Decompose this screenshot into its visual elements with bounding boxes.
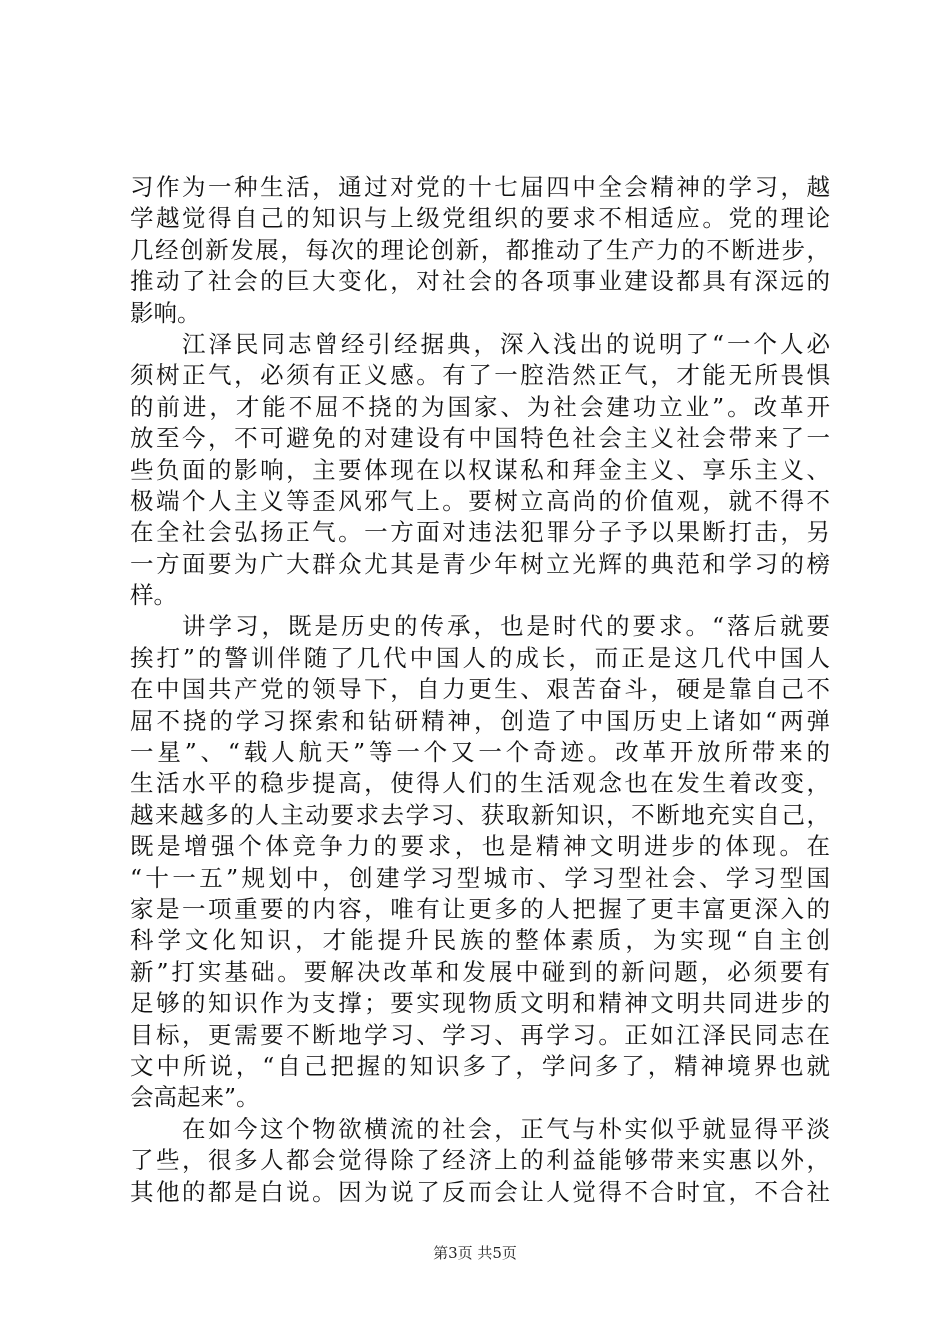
text-line: “十一五”规划中，创建学习型城市、学习型社会、学习型国 [130, 863, 830, 892]
text-line: 科学文化知识，才能提升民族的整体素质，为实现“自主创 [130, 926, 830, 955]
text-line: 挨打”的警训伴随了几代中国人的成长，而正是这几代中国人 [130, 643, 830, 672]
text-line: 屈不挠的学习探索和钻研精神，创造了中国历史上诸如“两弹 [130, 706, 830, 735]
text-line: 在如今这个物欲横流的社会，正气与朴实似乎就显得平淡 [182, 1114, 830, 1143]
text-line: 须树正气，必须有正义感。有了一腔浩然正气，才能无所畏惧 [130, 361, 830, 390]
text-line: 文中所说，“自己把握的知识多了，学问多了，精神境界也就 [130, 1051, 830, 1080]
text-line: 样。 [130, 581, 177, 610]
text-line: 一星”、“载人航天”等一个又一个奇迹。改革开放所带来的 [130, 738, 830, 767]
text-line: 一方面要为广大群众尤其是青少年树立光辉的典范和学习的榜 [130, 549, 830, 578]
text-line: 目标，更需要不断地学习、学习、再学习。正如江泽民同志在 [130, 1020, 830, 1049]
text-line: 其他的都是白说。因为说了反而会让人觉得不合时宜，不合社 [130, 1177, 830, 1206]
text-line: 家是一项重要的内容，唯有让更多的人把握了更丰富更深入的 [130, 894, 830, 923]
body-text [130, 172, 830, 1208]
text-line: 习作为一种生活，通过对党的十七届四中全会精神的学习，越 [130, 173, 830, 201]
text-line: 新”打实基础。要解决改革和发展中碰到的新问题，必须要有 [130, 957, 830, 986]
text-line: 生活水平的稳步提高，使得人们的生活观念也在发生着改变， [130, 769, 830, 798]
text-line: 放至今，不可避免的对建设有中国特色社会主义社会带来了一 [130, 424, 830, 453]
text-line: 影响。 [130, 298, 201, 327]
text-line: 了些，很多人都会觉得除了经济上的利益能够带来实惠以外， [130, 1146, 830, 1175]
text-line: 极端个人主义等歪风邪气上。要树立高尚的价值观，就不得不 [130, 486, 830, 515]
page-footer: 第3页 共5页 [433, 1244, 517, 1262]
text-line: 学越觉得自己的知识与上级党组织的要求不相适应。党的理论 [130, 204, 830, 233]
text-line: 江泽民同志曾经引经据典，深入浅出的说明了“一个人必 [182, 329, 830, 358]
text-line: 在全社会弘扬正气。一方面对违法犯罪分子予以果断打击，另 [130, 518, 830, 547]
text-line: 几经创新发展，每次的理论创新，都推动了生产力的不断进步， [130, 235, 830, 264]
text-line: 既是增强个体竞争力的要求，也是精神文明进步的体现。在 [130, 832, 830, 861]
text-line: 推动了社会的巨大变化，对社会的各项事业建设都具有深远的 [130, 267, 830, 296]
text-line: 会高起来”。 [130, 1083, 260, 1112]
text-line: 的前进，才能不屈不挠的为国家、为社会建功立业”。改革开 [130, 392, 830, 421]
text-line: 讲学习，既是历史的传承，也是时代的要求。“落后就要 [182, 612, 830, 641]
text-line: 越来越多的人主动要求去学习、获取新知识，不断地充实自己， [130, 800, 830, 829]
text-line: 些负面的影响，主要体现在以权谋私和拜金主义、享乐主义、 [130, 455, 830, 484]
text-line: 足够的知识作为支撑；要实现物质文明和精神文明共同进步的 [130, 989, 830, 1018]
text-line: 在中国共产党的领导下，自力更生、艰苦奋斗，硬是靠自己不 [130, 675, 830, 704]
